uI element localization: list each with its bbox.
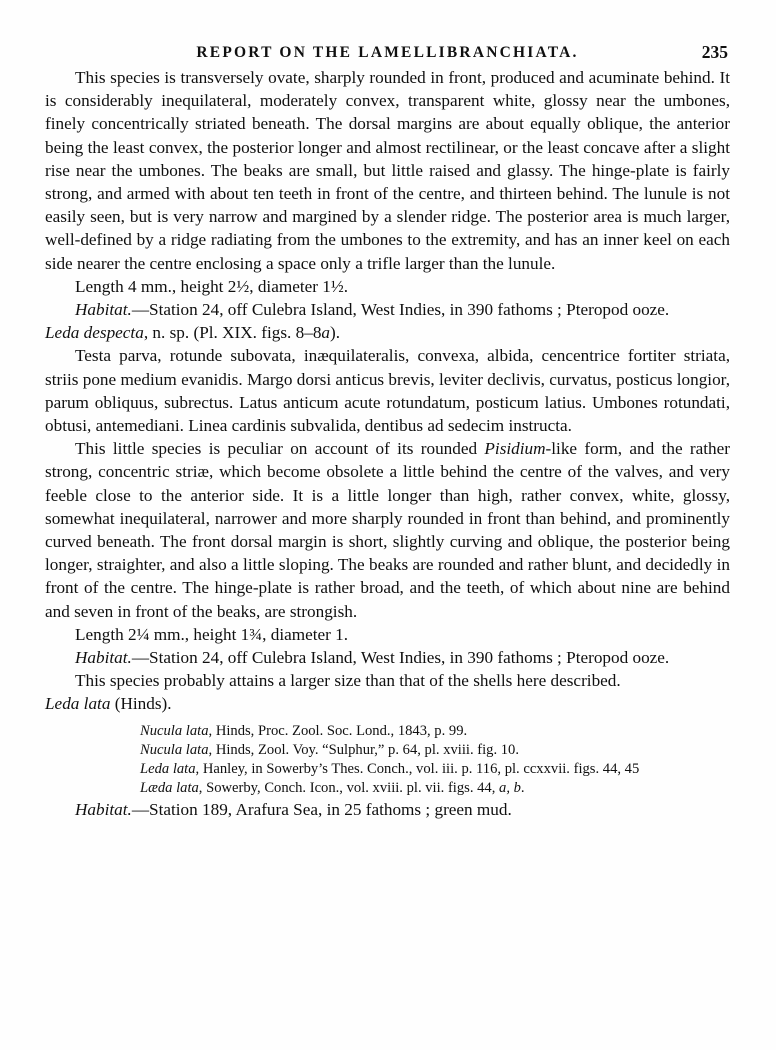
synonym-species-name: Leda lata: [140, 760, 196, 777]
synonymy-entry: [140, 741, 730, 760]
heading-text: (Hinds).: [110, 694, 172, 714]
synonymy-list: [140, 722, 730, 798]
page-number: 235: [701, 42, 728, 62]
figure-letter: a: [321, 323, 331, 343]
synonymy-entry: [140, 779, 730, 798]
synonymy-entry: [140, 722, 730, 741]
habitat-line-3: [45, 798, 730, 821]
paragraph-species-description-1: This species is transversely ovate, sharply rounded in front, produced and acuminate behind. It is considerably inequilateral, moderately convex, transparent white, glossy near the umbones, finely concentrically striated beneath. The dorsal margins are about equally oblique, the anterior being the least convex, the posterior longer and almost rectilinear, or the least concave after a slight rise near the umbones. The beaks are small, but little raised and glassy. The hinge-plate is fairly strong, and armed with about ten teeth in front of the centre, and thirteen behind. The lunule is not easily seen, but is very narrow and margined by a slender ridge. The posterior area is much larger, well-defined by a ridge radiating from the umbones to the extremity, and has an inner keel on each side nearer the centre enclosing a space only a trifle larger than the lunule.: [45, 68, 730, 273]
synonym-citation: , Hinds, Zool. Voy. “Sulphur,” p. 64, pl. xviii. fig. 10.: [208, 741, 519, 758]
measurements-line-2: Length 2¼ mm., height 1¾, diameter 1.: [75, 624, 349, 644]
habitat-line-2: [45, 646, 730, 669]
desc-text: This little species is peculiar on account of its rounded: [75, 439, 485, 459]
desc-text-rest: -like form, and the rather strong, concentric striæ, which become obsolete a little behind the centre of the valves, and very feeble close to the anterior side. It is a little longer than high, rather convex, white, glossy, somewhat inequilateral, narrower and more sharply rounded in front than behind, and prominently curved beneath. The front dorsal margin is short, slightly curving and oblique, the posterior being longer, straighter, and also a little sloping. The beaks are rounded and rather blunt, and decidedly in front of the centre. The hinge-plate is rather broad, and the teeth, of which about nine are behind and seven in front of the beaks, are strongish.: [45, 439, 730, 621]
habitat-text: —Station 189, Arafura Sea, in 25 fathoms ; green mud.: [131, 799, 512, 819]
habitat-text: —Station 24, off Culebra Island, West Indies, in 390 fathoms ; Pteropod ooze.: [131, 648, 670, 668]
synonym-species-name: Nucula lata: [140, 741, 209, 758]
species-heading-leda-lata: [45, 692, 730, 715]
habitat-text: —Station 24, off Culebra Island, West Indies, in 390 fathoms ; Pteropod ooze.: [131, 300, 670, 320]
habitat-line-1: [45, 298, 730, 321]
species-name: Leda despecta: [45, 323, 144, 343]
paragraph-latin-diagnosis: Testa parva, rotunde subovata, inæquilateralis, convexa, albida, cencentrice fortiter striata, striis pone medium evanidis. Margo dorsi anticus brevis, leviter declivis, curvatus, posticus longior, parum obliquus, subrectus. Latus anticum acute rotundatum, posticum latius. Umbones rotundati, obtusi, antemediani. Linea cardinis subvalida, dentibus ad sedecim instructa.: [45, 346, 730, 436]
heading-text-end: ).: [330, 323, 341, 343]
synonym-citation: , Hinds, Proc. Zool. Soc. Lond., 1843, p. 99.: [208, 722, 468, 739]
synonymy-entry: [140, 760, 730, 779]
measurements-line-1: Length 4 mm., height 2½, diameter 1½.: [75, 276, 349, 296]
habitat-label: Habitat.: [75, 648, 132, 668]
running-head-title: REPORT ON THE LAMELLIBRANCHIATA.: [196, 44, 579, 61]
habitat-label: Habitat.: [75, 799, 132, 819]
heading-text: , n. sp. (Pl. XIX. figs. 8–8: [143, 323, 322, 343]
synonym-species-name: Nucula lata: [140, 722, 209, 739]
synonym-citation-end: .: [520, 779, 525, 796]
habitat-label: Habitat.: [75, 300, 132, 320]
page-header: [45, 0, 730, 66]
synonym-figure-letters: a, b: [499, 779, 521, 796]
synonym-citation: , Sowerby, Conch. Icon., vol. xviii. pl. vii. figs. 44,: [198, 779, 500, 796]
size-note-line: This species probably attains a larger size than that of the shells here described.: [75, 671, 621, 691]
synonym-citation: , Hanley, in Sowerby’s Thes. Conch., vol. iii. p. 116, pl. ccxxvii. figs. 44, 45: [195, 760, 640, 777]
paragraph-species-description-2: [45, 437, 730, 623]
species-heading-leda-despecta: [45, 321, 730, 344]
synonym-species-name: Læda lata: [140, 779, 199, 796]
species-name: Leda lata: [45, 694, 111, 714]
genus-reference: Pisidium: [484, 439, 546, 459]
